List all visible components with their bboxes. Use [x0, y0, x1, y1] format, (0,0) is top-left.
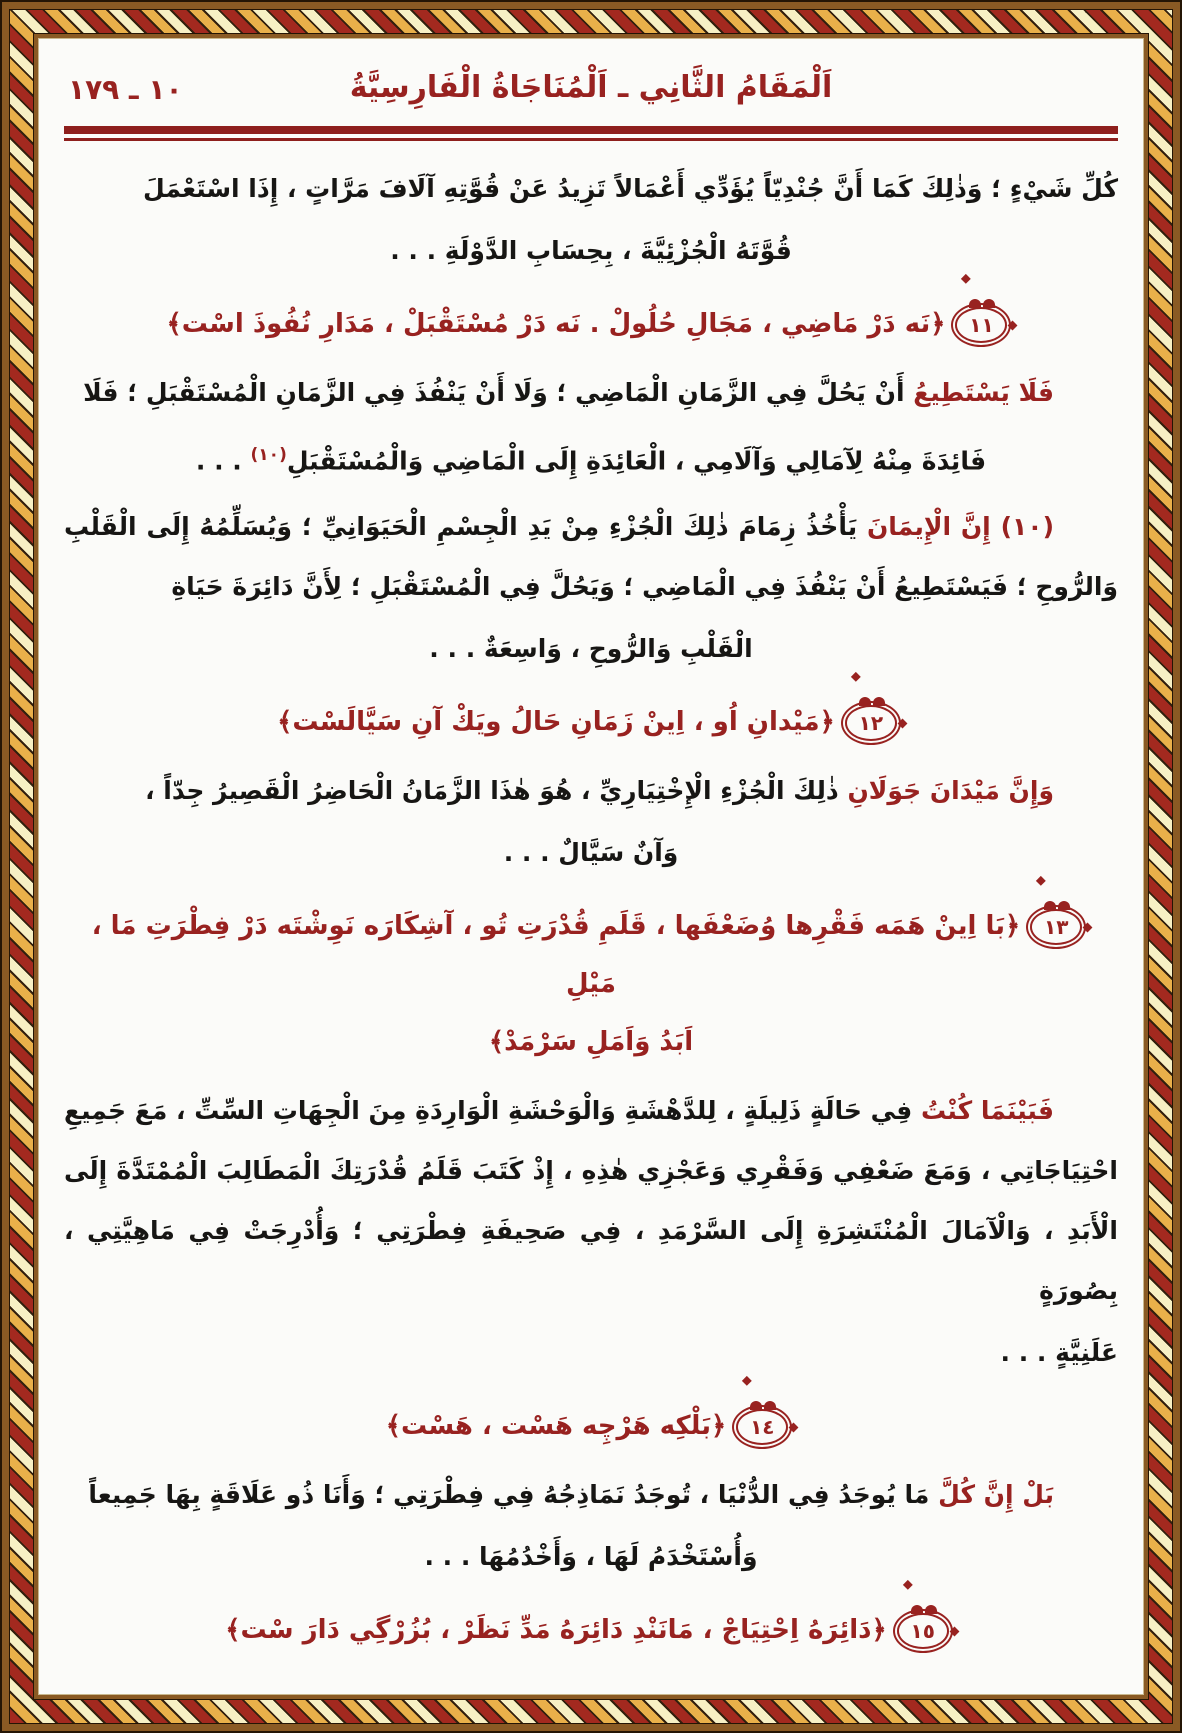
footnote-lead: (١٠) إِنَّ الْإِيمَانَ	[866, 512, 1054, 542]
verse-line	[64, 897, 1118, 1013]
paragraph-tail: وَأُسْتَخْدَمُ لَهَا ، وَأَخْدُمُهَا . . .	[424, 1542, 758, 1572]
paragraph-tail	[64, 425, 1118, 491]
verse-text: ﴿دَائِرَهُ اِحْتِيَاجْ ، مَانَنْدِ دَائِرَهُ مَدِّ نَظَرْ ، بُزُرْگِي دَارَ سْت﴾	[225, 1615, 887, 1646]
verse-line	[64, 693, 1118, 751]
paragraph-tail: الْقَلْبِ وَالرُّوحِ ، وَاسِعَةٌ . . .	[429, 634, 753, 664]
lead-phrase: فَلَا يَسْتَطِيعُ	[913, 378, 1054, 407]
verse-15	[64, 1601, 1118, 1659]
paragraph-body: مَا يُوجَدُ فِي الدُّنْيَا ، تُوجَدُ نَمَاذِجُهُ فِي فِطْرَتِي ؛ وَأَنَا ذُو عَلَاقَةٍ بِهَا جَمِيعاً	[88, 1480, 930, 1510]
paragraph-tail: قُوَّتَهُ الْجُزْئِيَّةَ ، بِحِسَابِ الدَّوْلَةِ . . .	[390, 236, 792, 265]
verse-number-medallion: ١٥	[897, 1613, 949, 1649]
lead-phrase: بَلْ إِنَّ كُلَّ	[938, 1480, 1054, 1510]
paragraph-4	[64, 761, 1118, 821]
footnote-ref: (١٠)	[250, 445, 287, 465]
paragraph-body: كُلِّ شَيْءٍ ؛ وَذٰلِكَ كَمَا أَنَّ جُنْدِيّاً يُؤَدِّي أَعْمَالاً تَزِيدُ عَنْ قُوَّتِهِ آلَافَ مَرَّاتٍ ، إِذَا اسْتَعْمَلَ	[143, 174, 1118, 203]
paragraph-5	[64, 1081, 1118, 1321]
verse-number-medallion: ١٣	[1030, 909, 1082, 945]
verse-text: ﴿بَلْكِه هَرْچِه هَسْت ، هَسْت﴾	[385, 1411, 727, 1442]
verse-line	[64, 295, 1118, 353]
paragraph-body: ذٰلِكَ الْجُزْءِ الْإِخْتِيَارِيِّ ، هُوَ هٰذَا الزَّمَانُ الْحَاضِرُ الْقَصِيرُ جِدّاً ،	[145, 776, 839, 806]
verse-text: ﴿مَيْدانِ اُو ، اِينْ زَمَانِ حَالُ ويَكْ آنِ سَيَّالَسْت﴾	[277, 707, 835, 738]
ellipsis-dots: . . .	[195, 446, 251, 476]
verse-14	[64, 1397, 1118, 1455]
verse-number-medallion: ١٤	[736, 1409, 788, 1445]
page-number-ref: ١٠ ـ ١٧٩	[68, 73, 183, 106]
paragraph-body: يَأْخُذُ زِمَامَ ذٰلِكَ الْجُزْءِ مِنْ يَدِ الْجِسْمِ الْحَيَوَانِيِّ ؛ وَيُسَلِّمُهُ إِلَى الْقَلْبِ وَالرُّوحِ ؛ فَيَسْتَطِيعُ أَنْ يَنْفُذَ فِي الْمَاضِي ؛ وَيَحُلَّ فِي الْمُسْتَقْبَلِ ؛ لِأَنَّ دَائِرَةَ حَيَاةِ	[64, 512, 1118, 602]
verse-11	[64, 295, 1118, 353]
verse-12	[64, 693, 1118, 751]
lead-phrase: وَإِنَّ مَيْدَانَ جَوَلَانِ	[847, 776, 1054, 806]
page-title: اَلْمَقَامُ الثَّانِي ـ اَلْمُنَاجَاةُ الْفَارِسِيَّةُ	[349, 70, 833, 105]
verse-line	[64, 1601, 1118, 1659]
paragraph-tail: وَآنٌ سَيَّالٌ . . .	[503, 838, 679, 868]
footnote-paragraph	[64, 497, 1118, 617]
verse-13	[64, 897, 1118, 1071]
verse-text: ﴿نَه دَرْ مَاضِي ، مَجَالِ حُلُولْ . نَه دَرْ مُسْتَقْبَلْ ، مَدَارِ نُفُوذَ اسْت﴾	[166, 309, 946, 339]
header-rule-thin	[64, 138, 1118, 141]
verse-number-medallion: ١٢	[845, 705, 897, 741]
paragraph-6	[64, 1465, 1118, 1525]
page-surface	[34, 34, 1148, 1699]
body-text	[64, 159, 1118, 1659]
verse-number-medallion: ١١	[955, 307, 1007, 343]
paragraph-2	[64, 363, 1118, 423]
paragraph-tail: عَلَنِيَّةٍ . . .	[1000, 1338, 1118, 1368]
header-rule-thick	[64, 126, 1118, 134]
paragraph-continuation	[64, 159, 1118, 219]
verse-line	[64, 1397, 1118, 1455]
paragraph-body: أَنْ يَحُلَّ فِي الزَّمَانِ الْمَاضِي ؛ وَلَا أَنْ يَنْفُذَ فِي الزَّمَانِ الْمُسْتَقْبَلِ ؛ فَلَا	[83, 378, 905, 407]
page-header	[64, 62, 1118, 118]
tail-text: فَائِدَةَ مِنْهُ لِآمَالِي وَآلَامِي ، الْعَائِدَةِ إِلَى الْمَاضِي وَالْمُسْتَقْبَلِ	[286, 446, 987, 476]
paragraph-body: فِي حَالَةٍ ذَلِيلَةٍ ، لِلدَّهْشَةِ وَالْوَحْشَةِ الْوَارِدَةِ مِنَ الْجِهَاتِ السِّتِّ ، مَعَ جَمِيعِ احْتِيَاجَاتِي ، وَمَعَ ضَعْفِي وَفَقْرِي وَعَجْزِي هٰذِهِ ، إِذْ كَتَبَ قَلَمُ قُدْرَتِكَ الْمَطَالِبَ الْمُمْتَدَّةَ إِلَى الْأَبَدِ ، وَالْآمَالَ الْمُنْتَشِرَةِ إِلَى السَّرْمَدِ ، فِي صَحِيفَةِ فِطْرَتِي ؛ وَأُدْرِجَتْ فِي مَاهِيَّتِي ، بِصُورَةٍ	[64, 1096, 1118, 1306]
verse-text-line1: ﴿بَا اِينْ هَمَه فَقْرِها وُضَعْفَها ، قَلَمِ قُدْرَتِ تُو ، آشِكَارَه نَوِشْتَه دَرْ فِطْرَتِ مَا ، مَيْلِ	[91, 911, 1021, 1000]
page-content	[38, 38, 1144, 1695]
lead-phrase: فَبَيْنَمَا كُنْتُ	[920, 1096, 1054, 1126]
verse-text-line2: اَبَدُ وَاَمَلِ سَرْمَدْ﴾	[488, 1027, 694, 1058]
